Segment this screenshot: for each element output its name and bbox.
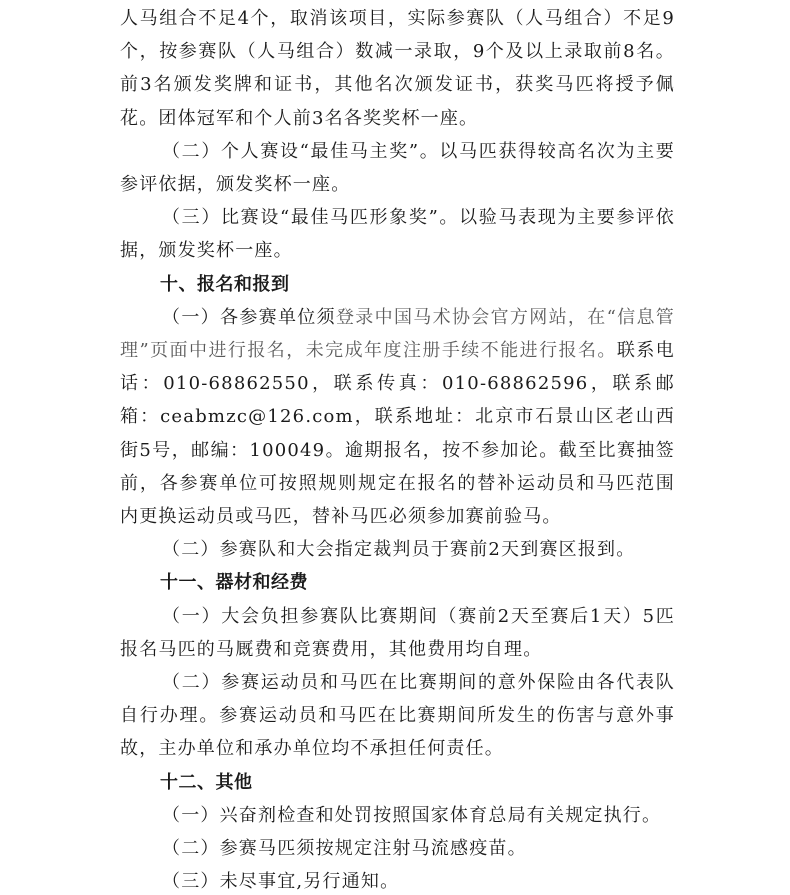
registration-lead-text: （一）各参赛单位须	[162, 306, 336, 328]
paragraph-best-horse-image-award: （三）比赛设“最佳马匹形象奖”。以验马表现为主要参评依据，颁发奖杯一座。	[120, 207, 675, 262]
paragraph-doping-control: （一）兴奋剂检查和处罚按照国家体育总局有关规定执行。	[162, 804, 662, 826]
paragraph-insurance: （二）参赛运动员和马匹在比赛期间的意外保险由各代表队自行办理。参赛运动员和马匹在比赛期间所发生的伤害与意外事故，主办单位和承办单位均不承担任何责任。	[120, 672, 675, 760]
paragraph-further-notice: （三）未尽事宜,另行通知。	[162, 871, 400, 893]
section-heading-other: 十二、其他	[160, 771, 253, 793]
paragraph-awards-ranking: 人马组合不足4个，取消该项目，实际参赛队（人马组合）不足9个，按参赛队（人马组合）数减一录取，9个及以上录取前8名。前3名颁发奖牌和证书，其他名次颁发证书，获奖马匹将授予佩花。团体冠军和个人前3名各奖奖杯一座。	[120, 8, 675, 129]
section-heading-equipment-funding: 十一、器材和经费	[160, 572, 308, 594]
document-body	[120, 2, 675, 895]
paragraph-check-in: （二）参赛队和大会指定裁判员于赛前2天到赛区报到。	[162, 539, 636, 561]
registration-contact-text: 联系电话：010-68862550，联系传真：010-68862596，联系邮箱：ceabmzc@126.com，联系地址：北京市石景山区老山西街5号，邮编：100049。逾期报名，按不参加论。截至比赛抽签前，各参赛单位可按照规则规定在报名的替补运动员和马匹范围内更换运动员或马匹，替补马匹必须参加赛前验马。	[120, 340, 675, 528]
section-heading-registration: 十、报名和报到	[160, 273, 290, 295]
paragraph-best-owner-award: （二）个人赛设“最佳马主奖”。以马匹获得较高名次为主要参评依据，颁发奖杯一座。	[120, 140, 675, 196]
paragraph-vaccination: （二）参赛马匹须按规定注射马流感疫苗。	[162, 838, 527, 860]
registration-website-text: 登录中国马术协会官方网站，在“信息管理”页面中进行报名，未完成年度注册手续不能进行报名。	[120, 306, 675, 362]
paragraph-registration-details	[120, 301, 675, 533]
paragraph-expenses: （一）大会负担参赛队比赛期间（赛前2天至赛后1天）5匹报名马匹的马厩费和竞赛费用，其他费用均自理。	[120, 605, 675, 660]
